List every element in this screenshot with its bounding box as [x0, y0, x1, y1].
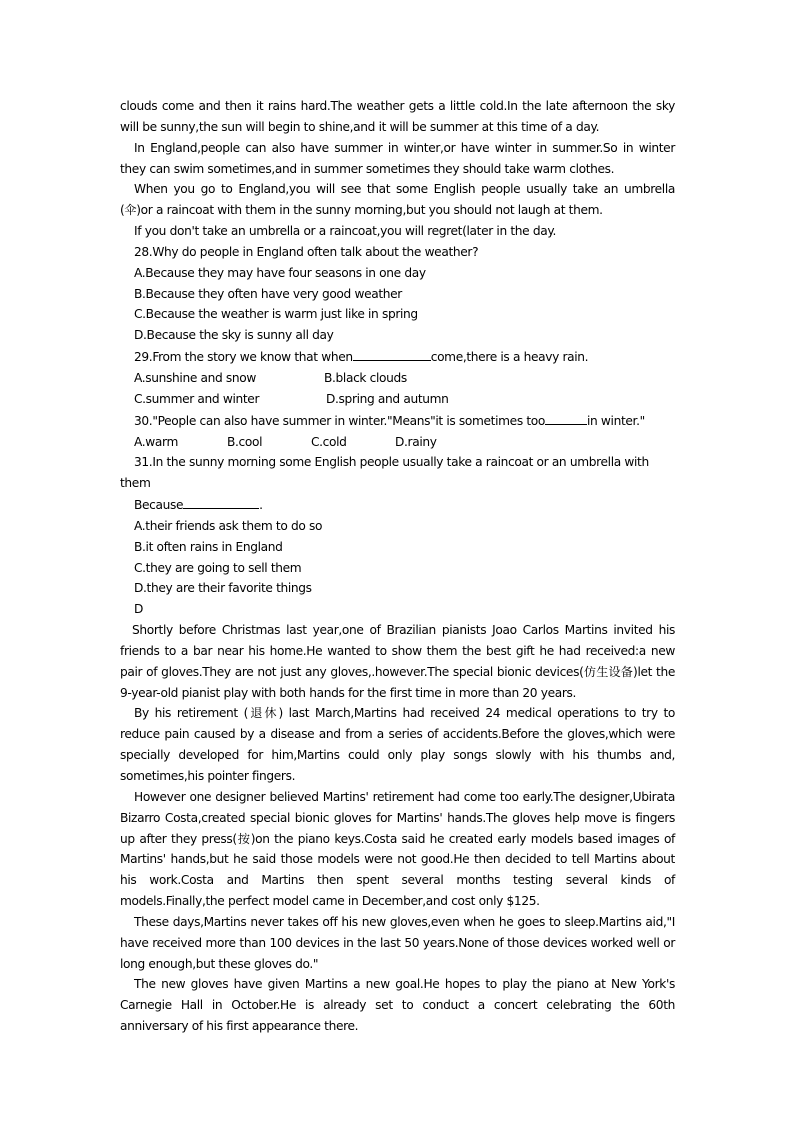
passage1-paragraph-4: If you don't take an umbrella or a raincoat,you will regret(later in the day.	[134, 224, 556, 239]
question-29-option-b: B.black clouds	[324, 370, 407, 385]
question-30-stem-before: 30."People can also have summer in winter."Means"it is sometimes too	[134, 413, 545, 428]
question-31-option-c: C.they are going to sell them	[134, 560, 302, 575]
document-page	[120, 96, 675, 1037]
question-30-options-row	[120, 432, 675, 453]
question-30-option-d: D.rainy	[395, 434, 437, 449]
question-28-option-c: C.Because the weather is warm just like in spring	[134, 307, 418, 322]
passage1-paragraph-1: clouds come and then it rains hard.The weather gets a little cold.In the late afternoon the sky will be sunny,the sun will begin to shine,and it will be summer at this time of a day.	[120, 99, 675, 134]
passage2-paragraph-4: These days,Martins never takes off his new gloves,even when he goes to sleep.Martins aid,"I have received more than 100 devices in the last 50 years.None of those devices worked well or long enough,but these gloves do."	[120, 914, 675, 971]
question-31-because: Because	[134, 498, 184, 513]
question-29-option-c: C.summer and winter	[134, 391, 260, 406]
question-29-blank	[353, 346, 431, 361]
question-31-option-a: A.their friends ask them to do so	[134, 518, 323, 533]
question-30-option-a: A.warm	[134, 434, 179, 449]
question-28-option-a: A.Because they may have four seasons in one day	[134, 265, 426, 280]
question-31-option-d: D.they are their favorite things	[134, 581, 312, 596]
question-29-stem	[120, 346, 675, 368]
question-29-option-d: D.spring and autumn	[326, 391, 449, 406]
question-29-options-row-1	[120, 368, 675, 389]
passage2-paragraph-2: By his retirement (退休) last March,Martins had received 24 medical operations to try to reduce pain caused by a disease and from a series of accidents.Before the gloves,which were specially developed for him,Martins could only play songs slowly with his thumbs and, sometimes,his pointer fingers.	[120, 706, 675, 783]
passage1-paragraph-2: In England,people can also have summer in winter,or have winter in summer.So in winter they can swim sometimes,and in summer sometimes they should take warm clothes.	[120, 140, 675, 176]
section-label: D	[134, 602, 144, 617]
question-29-options-row-2	[120, 389, 675, 410]
question-31-blank	[183, 494, 259, 509]
question-28-stem: 28.Why do people in England often talk about the weather?	[134, 244, 479, 259]
question-30-option-c: C.cold	[311, 434, 347, 449]
question-31-option-b: B.it often rains in England	[134, 539, 283, 554]
passage2-paragraph-5: The new gloves have given Martins a new goal.He hopes to play the piano at New York's Carnegie Hall in October.He is already set to conduct a concert celebrating the 60th anniversary of his first appearance there.	[120, 977, 675, 1034]
question-30-blank	[545, 410, 587, 425]
question-29-stem-before: 29.From the story we know that when	[134, 350, 353, 365]
question-30-option-b: B.cool	[227, 434, 263, 449]
question-31-period: .	[259, 498, 263, 513]
question-28-option-d: D.Because the sky is sunny all day	[134, 328, 334, 343]
question-31-stem: 31.In the sunny morning some English people usually take a raincoat or an umbrella with them	[120, 455, 649, 491]
passage2-paragraph-3: However one designer believed Martins' retirement had come too early.The designer,Ubirata Bizarro Costa,created special bionic gloves for Martins' hands.The gloves help move is fingers up after they press(按)on the piano keys.Costa said he created early models based images of Martins' hands,but he said those models were not good.He then decided to tell Martins about his work.Costa and Martins then spent several months testing several kinds of models.Finally,the perfect model came in December,and cost only $125.	[120, 789, 675, 909]
passage1-paragraph-3: When you go to England,you will see that some English people usually take an umbrella (伞)or a raincoat with them in the sunny morning,but you should not laugh at them.	[120, 182, 675, 218]
passage2-paragraph-1: Shortly before Christmas last year,one of Brazilian pianists Joao Carlos Martins invited his friends to a bar near his home.He wanted to show them the best gift he had received:a new pair of gloves.They are not just any gloves,.however.The special bionic devices(仿生设备)let the 9-year-old pianist play with both hands for the first time in more than 20 years.	[120, 623, 675, 700]
question-28-option-b: B.Because they often have very good weather	[134, 286, 402, 301]
question-29-stem-after: come,there is a heavy rain.	[430, 350, 589, 365]
question-30-stem-after: in winter."	[586, 413, 645, 428]
question-31-because-line	[120, 494, 675, 516]
question-30-stem	[120, 410, 675, 432]
question-29-option-a: A.sunshine and snow	[134, 370, 257, 385]
